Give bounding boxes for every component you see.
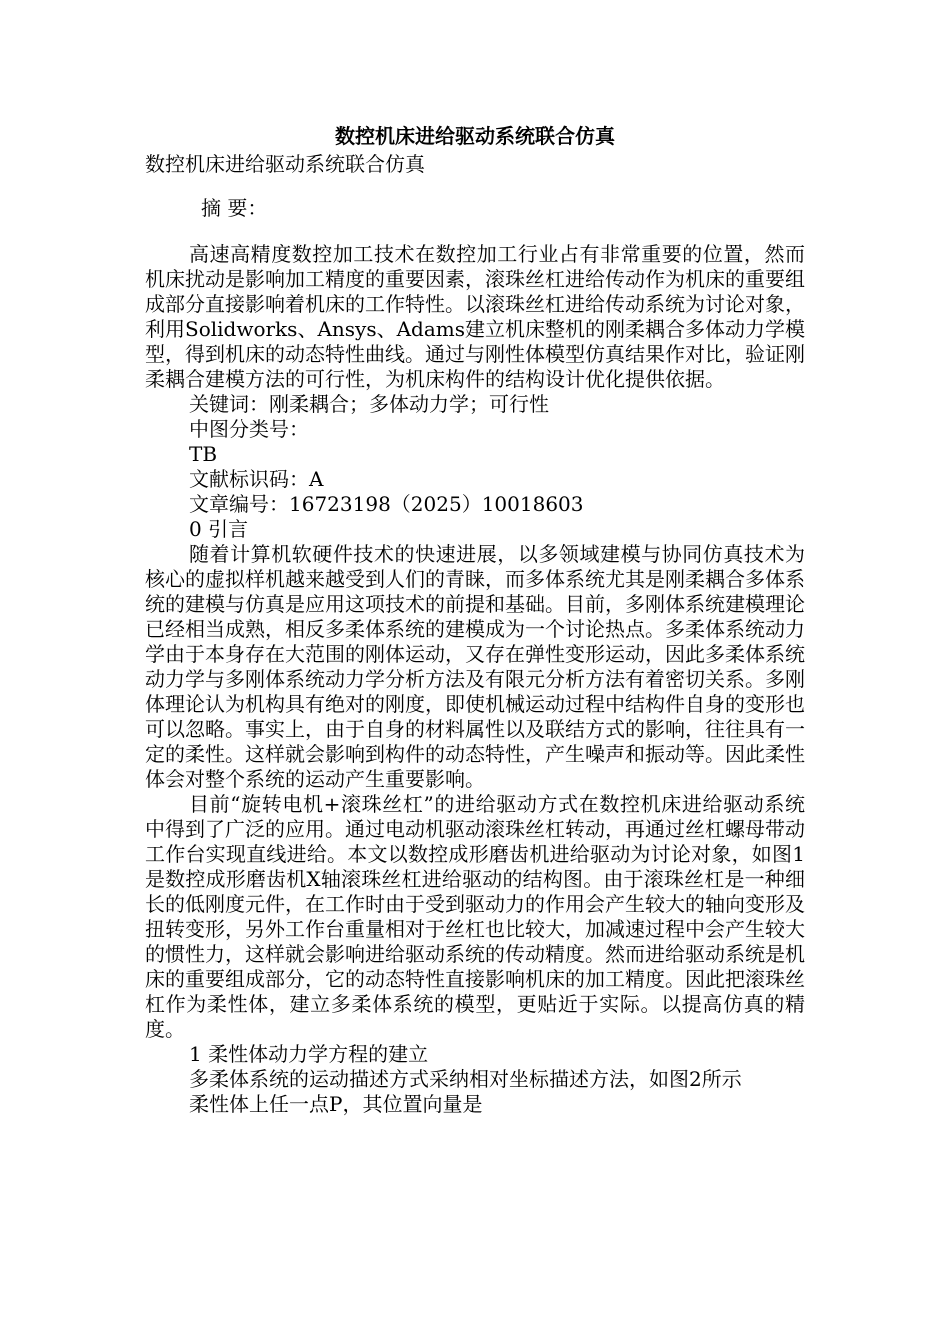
clc-label: 中图分类号： — [189, 417, 309, 441]
document-title: 数控机床进给驱动系统联合仿真 — [335, 124, 615, 148]
article-number: 文章编号：16723198（2025）10018603 — [189, 492, 584, 516]
abstract-label: 摘 要： — [201, 196, 268, 220]
section-1-paragraph-1: 多柔体系统的运动描述方式采纳相对坐标描述方法，如图2所示 — [189, 1067, 742, 1091]
document-code: 文献标识码：A — [189, 467, 324, 491]
section-0-paragraph-2: 目前“旋转电机+滚珠丝杠”的进给驱动方式在数控机床进给驱动系统中得到了广泛的应用。通过电动机驱动滚珠丝杠转动，再通过丝杠螺母带动工作台实现直线进给。本文以数控成形磨齿机进给驱动为讨论对象，如图1是数控成形磨齿机X轴滚珠丝杠进给驱动的结构图。由于滚珠丝杠是一种细长的低刚度元件，在工作时由于受到驱动力的作用会产生较大的轴向变形及扭转变形，另外工作台重量相对于丝杠也比较大，加减速过程中会产生较大的惯性力，这样就会影响进给驱动系统的传动精度。然而进给驱动系统是机床的重要组成部分，它的动态特性直接影响机床的加工精度。因此把滚珠丝杠作为柔性体，建立多柔体系统的模型，更贴近于实际。以提高仿真的精度。 — [145, 792, 805, 1041]
section-0-paragraph-1: 随着计算机软硬件技术的快速进展，以多领域建模与协同仿真技术为核心的虚拟样机越来越受到人们的青睐，而多体系统尤其是刚柔耦合多体系统的建模与仿真是应用这项技术的前提和基础。目前，多刚体系统建模理论已经相当成熟，相反多柔体系统的建模成为一个讨论热点。多柔体系统动力学由于本身存在大范围的刚体运动，又存在弹性变形运动，因此多柔体系统动力学与多刚体系统动力学分析方法及有限元分析方法有着密切关系。多刚体理论认为机构具有绝对的刚度，即使机械运动过程中结构件自身的变形也可以忽略。事实上，由于自身的材料属性以及联结方式的影响，往往具有一定的柔性。这样就会影响到构件的动态特性，产生噪声和振动等。因此柔性体会对整个系统的运动产生重要影响。 — [145, 542, 805, 791]
document-subtitle: 数控机床进给驱动系统联合仿真 — [145, 152, 425, 176]
section-1-heading: 1 柔性体动力学方程的建立 — [189, 1042, 429, 1066]
document-page — [145, 120, 805, 1117]
clc-value: TB — [189, 442, 218, 466]
abstract-text: 高速高精度数控加工技术在数控加工行业占有非常重要的位置，然而机床扰动是影响加工精度的重要因素，滚珠丝杠进给传动作为机床的重要组成部分直接影响着机床的工作特性。以滚珠丝杠进给传动系统为讨论对象，利用Solidworks、Ansys、Adams建立机床整机的刚柔耦合多体动力学模型，得到机床的动态特性曲线。通过与刚性体模型仿真结果作对比，验证刚柔耦合建模方法的可行性，为机床构件的结构设计优化提供依据。 — [145, 242, 805, 391]
section-1-paragraph-2: 柔性体上任一点P，其位置向量是 — [189, 1092, 483, 1116]
keywords-line: 关键词：刚柔耦合；多体动力学；可行性 — [189, 392, 549, 416]
section-0-heading: 0 引言 — [189, 517, 249, 541]
